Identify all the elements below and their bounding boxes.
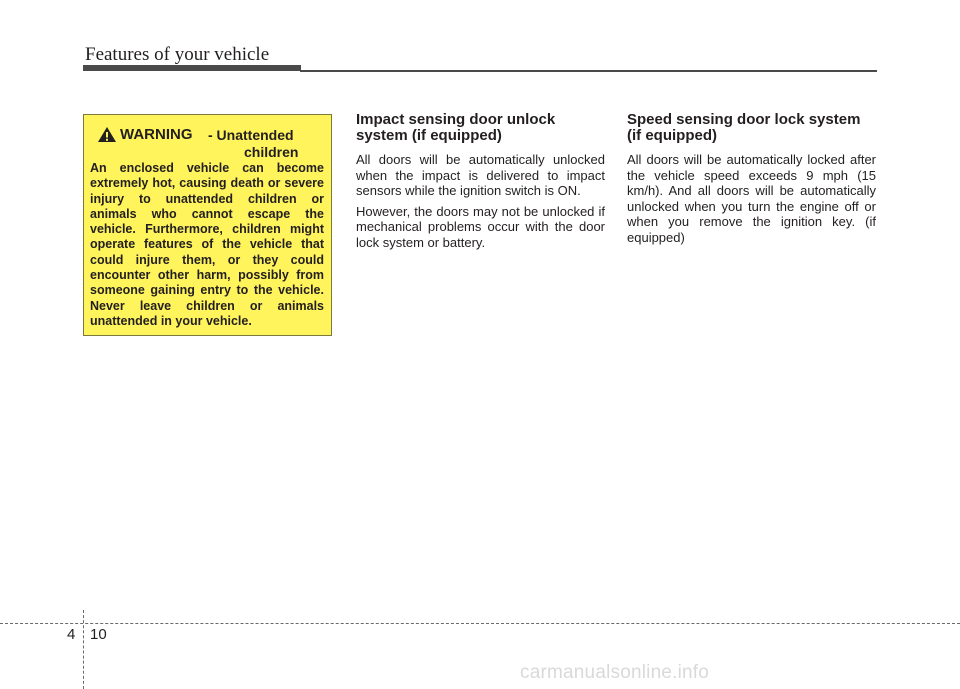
- section-speed-lock: [627, 112, 876, 250]
- watermark: carmanualsonline.info: [520, 662, 710, 683]
- page-number: 10: [90, 626, 107, 643]
- footer-vertical-divider: [83, 610, 84, 689]
- chapter-number: 4: [67, 626, 76, 643]
- section-title: Speed sensing door lock system (if equipped): [627, 111, 861, 144]
- section-paragraph: All doors will be automatically locked after the vehicle speed exceeds 9 mph (15 km/h). And all doors will be automatically unlocked when you turn the engine off or when you remove the ignition key. (if equipped): [627, 152, 876, 245]
- warning-label: WARNING: [120, 126, 193, 143]
- header-rule-thick: [83, 65, 301, 71]
- warning-triangle-icon: [97, 126, 117, 143]
- warning-subtitle-line2: children: [244, 144, 299, 160]
- section-impact-unlock: [356, 112, 605, 255]
- page-header-title: Features of your vehicle: [85, 44, 270, 65]
- warning-box: [83, 114, 332, 336]
- section-paragraph: However, the doors may not be unlocked if mechanical problems occur with the door lock system or battery.: [356, 203, 605, 250]
- section-title: Impact sensing door unlock system (if equipped): [356, 111, 556, 144]
- warning-subtitle-line1: - Unattended: [208, 127, 294, 143]
- warning-body: An enclosed vehicle can become extremely hot, causing death or severe injury to unattended children or animals who cannot escape the vehicle. Furthermore, children might operate features of the vehicle that could injure them, or they could encounter other harm, possibly from someone gaining entry to the vehicle. Never leave children or animals unattended in your vehicle.: [90, 161, 324, 328]
- header-rule-thin: [300, 70, 877, 72]
- footer-divider: [0, 623, 960, 624]
- section-paragraph: All doors will be automatically unlocked when the impact is delivered to impact sensors while the ignition switch is ON.: [356, 152, 605, 198]
